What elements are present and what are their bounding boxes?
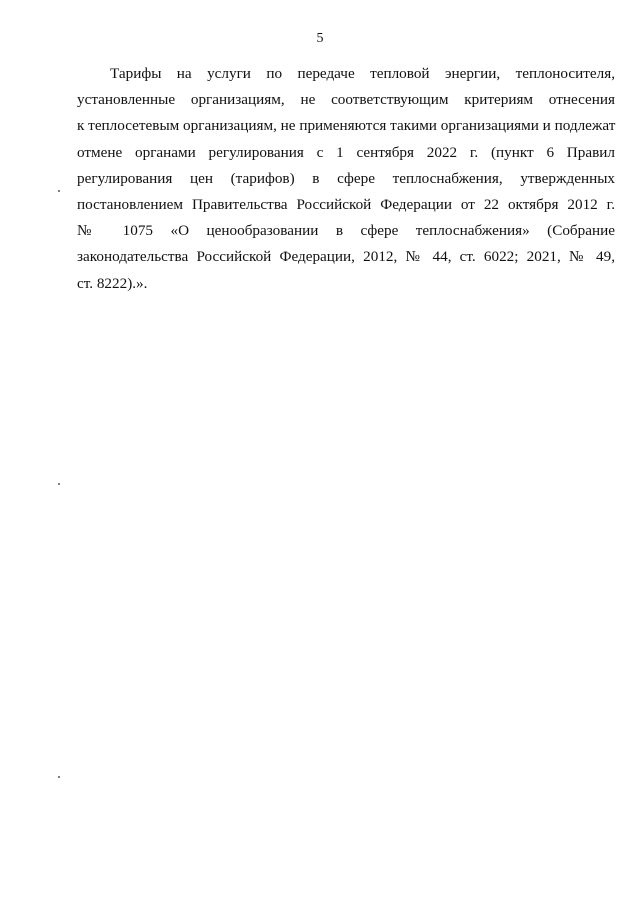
paragraph-line: Тарифы на услуги по передаче тепловой энергии, теплоносителя, (110, 65, 615, 82)
scan-speck (58, 483, 60, 485)
paragraph-line: регулирования цен (тарифов) в сфере теплоснабжения, утвержденных (77, 169, 615, 187)
paragraph-line: постановлением Правительства Российской Федерации от 22 октября 2012 г. (77, 196, 615, 214)
paragraph-line: законодательства Российской Федерации, 2012, № 44, ст. 6022; 2021, № 49, (77, 248, 615, 266)
paragraph-line: к теплосетевым организациям, не применяются такими организациями и подлежат (77, 117, 616, 135)
scan-speck (58, 190, 60, 192)
paragraph-line: № 1075 «О ценообразовании в сфере теплоснабжения» (Собрание (77, 222, 615, 240)
paragraph-line-last: ст. 8222).». (77, 274, 148, 292)
page-number: 5 (316, 31, 324, 46)
paragraph-line: отмене органами регулирования с 1 сентября 2022 г. (пункт 6 Правил (77, 143, 615, 161)
body-paragraph (77, 61, 615, 297)
paragraph-line: установленные организациям, не соответствующим критериям отнесения (77, 91, 615, 109)
scan-speck (58, 776, 60, 778)
